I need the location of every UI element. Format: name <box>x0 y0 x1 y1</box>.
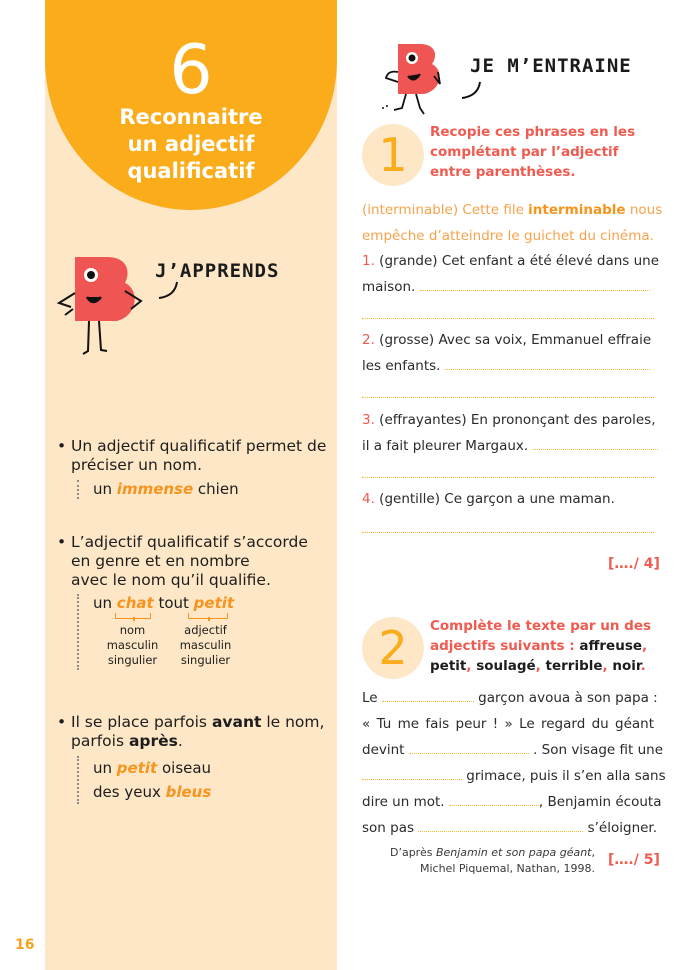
lesson-title-line: un adjectif <box>127 132 255 156</box>
lesson-title-line: qualificatif <box>127 159 255 183</box>
text-fragment: son pas <box>362 820 419 836</box>
rule-3 <box>57 713 332 751</box>
text-fragment: garçon avoua à son papa : <box>473 690 658 706</box>
lesson-title <box>45 104 337 185</box>
answer-field[interactable] <box>362 318 654 319</box>
annotation-line: singulier <box>180 653 231 667</box>
annotation-line: masculin <box>106 638 159 652</box>
example-highlight: immense <box>116 480 194 498</box>
annotation-line: masculin <box>179 638 232 652</box>
blank-field[interactable] <box>449 805 539 806</box>
text-line <box>362 685 658 711</box>
rule-2 <box>57 533 332 590</box>
adjective-bracket <box>188 613 228 619</box>
learn-heading: J’APPRENDS <box>155 260 280 282</box>
adjective-annotation <box>173 623 238 668</box>
answer-field[interactable] <box>362 477 654 478</box>
blank-field[interactable] <box>362 779 462 780</box>
exercise-2-instruction <box>430 616 651 676</box>
example-highlight: petit <box>116 759 158 777</box>
lesson-number: 6 <box>169 31 213 110</box>
blank-field[interactable] <box>382 701 474 702</box>
example-highlight: bleus <box>165 783 212 801</box>
text-fragment: s’éloigner. <box>583 820 658 836</box>
example-text: tout <box>153 594 194 612</box>
blank-field[interactable] <box>418 831 583 832</box>
item-text: (gentille) Ce garçon a une maman. <box>374 491 615 507</box>
rule-line: préciser un nom. <box>71 456 203 474</box>
rule-bold: avant <box>211 713 262 731</box>
item-number: 1. <box>362 253 375 269</box>
word-choice: petit <box>430 658 467 674</box>
annotation-line: adjectif <box>184 623 227 637</box>
text-fragment: devint <box>362 742 409 758</box>
answer-field[interactable] <box>362 532 654 533</box>
item-text: maison. <box>362 279 416 295</box>
item-text: les enfants. <box>362 358 441 374</box>
example-text: un <box>93 480 117 498</box>
item-text: il a fait pleurer Margaux. <box>362 438 529 454</box>
practice-section <box>350 0 700 970</box>
text-line <box>362 815 658 841</box>
worked-example <box>362 197 663 223</box>
rule-line <box>71 732 332 751</box>
example-line <box>93 756 211 780</box>
rule-3-examples <box>77 756 211 804</box>
bullet-icon: • <box>57 533 67 551</box>
instruction-line: Recopie ces phrases en les <box>430 124 636 140</box>
rule-text: . <box>177 732 183 750</box>
rule-line: avec le nom qu’il qualifie. <box>71 571 271 589</box>
instruction-line: petit, soulagé, terrible, noir. <box>430 658 646 674</box>
bullet-icon: • <box>57 713 67 731</box>
example-line <box>93 780 211 804</box>
rule-1 <box>57 437 332 475</box>
example-text: chien <box>193 480 239 498</box>
exercise-item-3 <box>362 407 654 433</box>
mascot-b-icon <box>55 255 155 360</box>
text-fragment: grimace, puis il s’en alla sans <box>462 768 666 784</box>
item-text: (grosse) Avec sa voix, Emmanuel effraie <box>374 332 652 348</box>
noun-bracket <box>115 613 151 619</box>
instruction-text: adjectifs suivants : <box>430 638 580 654</box>
rule-line: L’adjectif qualificatif s’accorde <box>71 533 308 551</box>
rule-bold: après <box>128 732 178 750</box>
example-answer: interminable <box>528 202 626 218</box>
word-choice: terrible <box>545 658 603 674</box>
blank-field[interactable] <box>409 753 529 754</box>
source-text: , <box>591 846 595 859</box>
item-text: (effrayantes) En prononçant des paroles, <box>374 412 656 428</box>
worked-example: empêche d’atteindre le guichet du cinéma. <box>362 228 654 244</box>
example-text: des yeux <box>93 783 166 801</box>
page-number: 16 <box>15 937 35 953</box>
answer-field[interactable] <box>362 397 654 398</box>
exercise-item-1 <box>362 248 660 274</box>
bullet-icon: • <box>57 437 67 455</box>
text-fragment: , Benjamin écouta <box>538 794 662 810</box>
instruction-line: complétant par l’adjectif <box>430 144 619 160</box>
exercise-item-3-line2 <box>362 433 654 459</box>
item-text: (grande) Cet enfant a été élevé dans une <box>374 253 660 269</box>
instruction-line: entre parenthèses. <box>430 164 576 180</box>
exercise-1-number: 1 <box>362 124 424 186</box>
text-fragment: Le <box>362 690 382 706</box>
annotation-line: singulier <box>107 653 158 667</box>
text-line <box>362 789 662 815</box>
rule-text: parfois <box>71 732 129 750</box>
word-choice: noir <box>612 658 641 674</box>
rule-text: Il se place parfois <box>71 713 212 731</box>
text-line: « Tu me fais peur ! » Le regard du géant <box>362 716 654 732</box>
example-text: oiseau <box>157 759 212 777</box>
word-choice: soulagé <box>476 658 536 674</box>
lesson-sidebar <box>45 0 337 970</box>
rule-line: Un adjectif qualificatif permet de <box>71 437 327 455</box>
exercise-item-4 <box>362 486 654 512</box>
item-number: 2. <box>362 332 375 348</box>
example-text: un <box>93 594 117 612</box>
item-number: 4. <box>362 491 375 507</box>
exercise-2-number: 2 <box>362 617 424 679</box>
exercise-2-score: […./ 5] <box>608 852 660 868</box>
text-line <box>362 763 666 789</box>
lesson-title-line: Reconnaitre <box>119 105 263 129</box>
annotation-line: nom <box>119 623 146 637</box>
text-line <box>362 737 664 763</box>
mascot-b-walking-icon <box>380 42 450 122</box>
source-line <box>390 845 595 861</box>
exercise-1-score: […./ 4] <box>608 556 660 572</box>
speech-tick-icon <box>153 280 183 302</box>
example-text: nous <box>625 202 663 218</box>
word-choice: affreuse <box>579 638 643 654</box>
example-text: un <box>93 759 117 777</box>
instruction-line: Complète le texte par un des <box>430 618 652 634</box>
source-citation <box>390 845 595 877</box>
rule-line <box>71 713 332 732</box>
speech-tick-icon <box>456 80 486 102</box>
exercise-item-2 <box>362 327 654 353</box>
rule-line: en genre et en nombre <box>71 552 250 570</box>
noun-annotation <box>100 623 165 668</box>
source-title: Benjamin et son papa géant <box>435 846 592 859</box>
exercise-item-2-line2 <box>362 353 654 379</box>
item-number: 3. <box>362 412 375 428</box>
text-fragment: . Son visage fit une <box>528 742 664 758</box>
answer-field[interactable] <box>445 369 650 370</box>
source-line: Michel Piquemal, Nathan, 1998. <box>419 862 595 875</box>
example-highlight: chat <box>116 594 154 612</box>
practice-heading: JE M’ENTRAINE <box>470 55 632 77</box>
exercise-item-1-line2 <box>362 274 654 300</box>
answer-field[interactable] <box>420 290 650 291</box>
source-text: D’après <box>389 846 436 859</box>
instruction-line: adjectifs suivants : affreuse, <box>430 638 648 654</box>
example-highlight: petit <box>193 594 235 612</box>
rule-text: le nom, <box>261 713 325 731</box>
answer-field[interactable] <box>533 449 658 450</box>
example-text: (interminable) Cette file <box>362 202 529 218</box>
exercise-1-instruction <box>430 122 635 182</box>
text-fragment: dire un mot. <box>362 794 449 810</box>
rule-1-example <box>77 480 239 499</box>
